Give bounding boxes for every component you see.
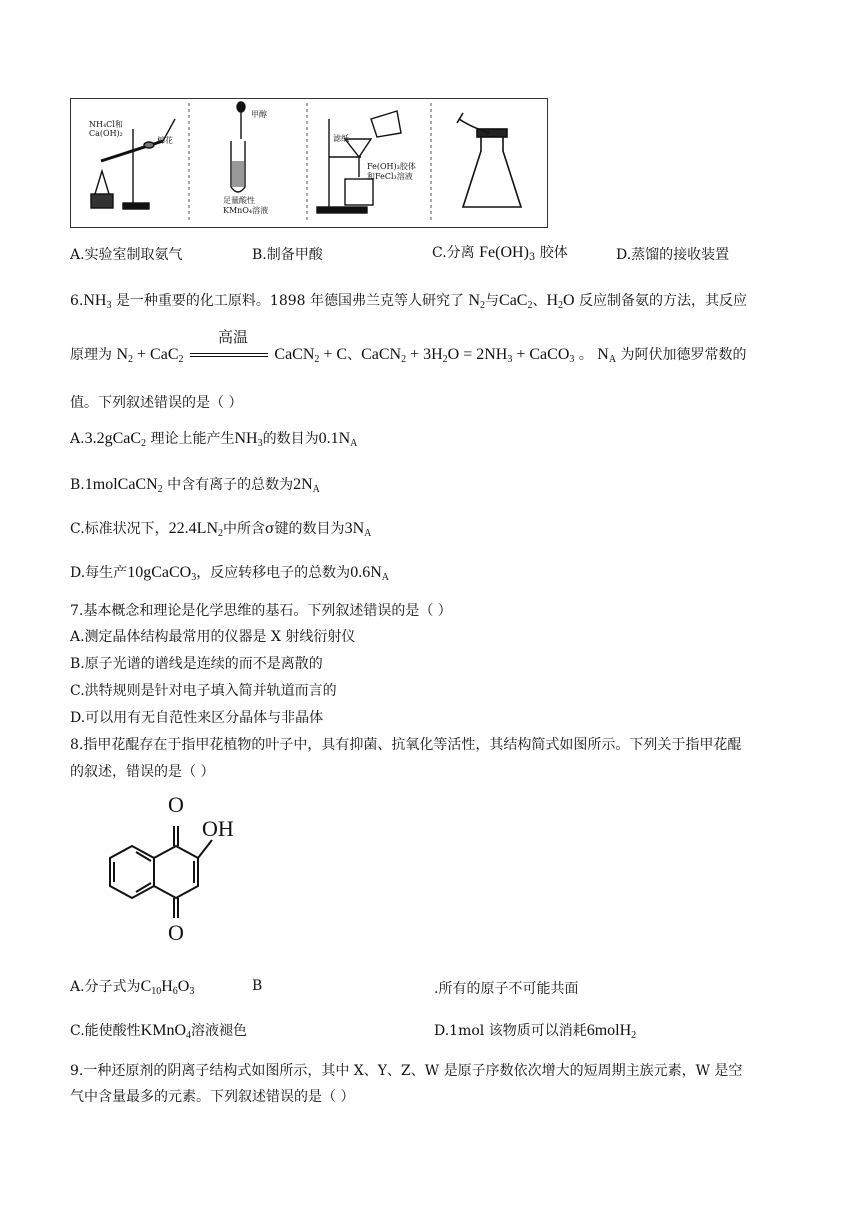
q8-option-d: D.1mol 该物质可以消耗6molH$_2$ [434,1022,637,1041]
q6-opt-d-b: ，反应转移电子的总数为 [196,565,351,581]
label-cotton: 棉花 [157,136,173,145]
fig-option-b: B.制备甲酸 [252,247,323,263]
apparatus-figure [70,98,548,228]
label-caoh2: Ca(OH)₂ [89,129,123,138]
q6-opt-c-b: 中所含σ键的数目为 [223,521,345,537]
label-filter-paper: 滤纸 [333,134,349,143]
q7-stem: 7.基本概念和理论是化学思维的基石。下列叙述错误的是（ ） [70,603,452,619]
struct-o-top: O [168,792,184,817]
q6-line2-b: 、 [347,347,362,363]
q6-line2-d: 为阿伏加德罗常数的 [620,347,747,363]
q8-stem-2: 的叙述，错误的是（ ） [70,764,215,780]
q6-option-a: A.3.2gCaC$_2$ 理论上能产生$NH_3$的数目为$0.1N_A$ [70,430,358,449]
q6-option-b: B.1molCaCN$_2$ 中含有离子的总数为$2N_A$ [70,476,320,495]
q6-condition: 高温 [218,328,249,346]
fig-option-c-formula: Fe(OH) [479,244,529,261]
fig-option-d: D.蒸馏的接收装置 [616,247,730,263]
q8-stem-1: 8.指甲花醌存在于指甲花植物的叶子中，具有抑菌、抗氧化等活性，其结构简式如图所示。下列关于指甲花醌 [70,737,742,753]
q6-opt-b-b: 中含有离子的总数为 [167,477,294,493]
fig-option-c [432,242,568,262]
q8-option-c: C.能使酸性KMnO$_4$溶液褪色 [70,1022,248,1041]
q6-line1: $6.NH_3$ 是一种重要的化工原料。1898 年德国弗兰克等人研究了 $N_2$与CaC$_2$、$H_2O$ 反应制备氨的方法，其反应 [70,292,748,311]
q6-opt-a-b: 理论上能产生 [150,431,235,447]
q6-line2-a: 原理为 [70,347,112,363]
q6-text-b: 是一种重要的化工原料。1898 年德国弗兰克等人研究了 [115,293,464,309]
q8-opt-a-label: A.分子式为 [70,979,141,995]
q6-line2-c: 。 [578,347,593,363]
label-acidic: 足量酸性 [223,196,255,205]
label-fecl3: 和FeCl₃溶液 [367,172,413,181]
q7-option-a: A.测定晶体结构最常用的仪器是 X 射线衍射仪 [70,629,356,645]
q6-opt-b-label: B. [70,477,85,493]
q8-opt-c-b: 溶液褪色 [191,1023,248,1039]
q6-equals-bar [190,353,268,357]
q8-option-b-letter: B [252,978,263,994]
q8-option-b: .所有的原子不可能共面 [434,981,579,997]
fig-option-c-sub: 3 [528,252,536,263]
q6-line2: 原理为 $N_2 + CaC_2$ CaCN$_2$ + C、CaCN$_2$ + $3H_2O = 2NH_3$ + CaCO$_3$ 。 $N_A$ 为阿伏加德罗常数的 [70,346,747,365]
q6-opt-c-label: C.标准状况下， [70,521,169,537]
q6-opt-a-c: 的数目为 [262,431,319,447]
fig-option-c-tail: 胶体 [539,245,568,261]
struct-oh: OH [202,816,234,841]
q6-text-e: 反应制备氨的方法，其反应 [579,293,748,309]
q9-line1: 9.一种还原剂的阴离子结构式如图所示，其中 X、Y、Z、W 是原子序数依次增大的短周期主族元素，W 是空 [70,1063,743,1079]
struct-o-bottom: O [168,920,184,945]
q8-opt-d-label: D.1mol 该物质可以消耗 [434,1023,587,1039]
q6-line3: 值。下列叙述错误的是（ ） [70,395,243,411]
label-colloid: Fe(OH)₃胶体 [367,162,416,171]
fig-option-c-label: C.分离 [432,245,475,261]
q8-option-a: A.分子式为$C_{10}H_6O_3$ [70,978,195,997]
label-methanol: 甲醇 [251,110,267,119]
q6-option-d: D.每生产10gCaCO$_3$，反应转移电子的总数为$0.6N_A$ [70,564,389,583]
q8-opt-c-label: C.能使酸性 [70,1023,141,1039]
q6-opt-d-label: D.每生产 [70,565,128,581]
q9-line2: 气中含量最多的元素。下列叙述错误的是（ ） [70,1089,355,1105]
fig-option-a: A.实验室制取氨气 [70,247,183,263]
q6-option-c: C.标准状况下，$22.4LN_2$中所含σ键的数目为$3N_A$ [70,520,372,539]
q6-opt-a-label: A. [70,431,85,447]
q7-option-c: C.洪特规则是针对电子填入简并轨道而言的 [70,683,337,699]
lawsone-structure [82,790,262,960]
q6-text-d: 、 [532,293,547,309]
apparatus-drawing [71,99,547,227]
q7-option-d: D.可以用有无自范性来区分晶体与非晶体 [70,710,324,726]
q7-option-b: B.原子光谱的谱线是连续的而不是离散的 [70,656,323,672]
q6-text-c: 与 [485,293,500,309]
q6-num: 6. [70,293,84,309]
label-nh4cl: NH₄Cl和 [89,120,123,129]
label-kmno4: KMnO₄溶液 [223,206,269,215]
